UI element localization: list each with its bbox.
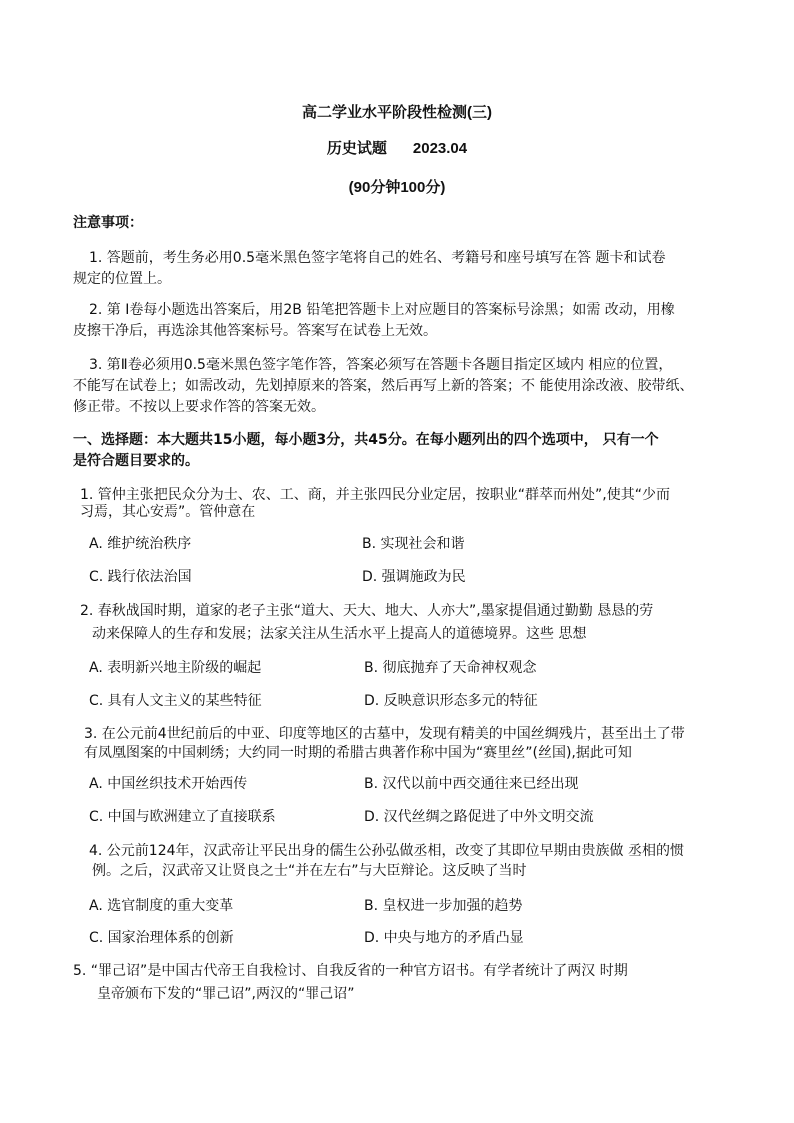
question-5-stem-line-1: 5. “罪己诏”是中国古代帝王自我检讨、自我反省的一种官方诏书。有学者统计了两汉 时期: [73, 963, 628, 979]
question-4-stem-line-1: 4. 公元前124年，汉武帝让平民出身的儒生公孙弘做丞相，改变了其即位早期由贵族做 丞相的惯: [89, 843, 684, 859]
question-3-option-c[interactable]: C. 中国与欧洲建立了直接联系: [89, 809, 276, 825]
section-heading-line-1: 一、选择题：本大题共15小题，每小题3分，共45分。在每小题列出的四个选项中， 只有一个: [73, 432, 659, 448]
section-heading-line-2: 是符合题目要求的。: [73, 453, 199, 469]
notice-item-1-line-2: 规定的位置上。: [73, 271, 171, 287]
question-4-option-a[interactable]: A. 选官制度的重大变革: [89, 898, 234, 914]
question-1-option-c[interactable]: C. 践行依法治国: [89, 569, 192, 585]
question-1-option-d[interactable]: D. 强调施政为民: [362, 569, 466, 585]
question-4-option-d[interactable]: D. 中央与地方的矛盾凸显: [364, 930, 524, 946]
question-4-stem-line-2: 例。之后，汉武帝又让贤良之士“并在左右”与大臣辩论。这反映了当时: [92, 863, 527, 879]
question-3-stem-line-1: 3. 在公元前4世纪前后的中亚、印度等地区的古墓中，发现有精美的中国丝绸残片，甚至出土了带: [84, 726, 685, 742]
notice-item-3-line-2: 不能写在试卷上；如需改动，先划掉原来的答案，然后再写上新的答案；不 能使用涂改液、胶带纸、: [73, 378, 694, 394]
notice-item-2-line-1: 2. 第 I卷每小题选出答案后，用2B 铅笔把答题卡上对应题目的答案标号涂黑；如需 改动，用橡: [89, 302, 675, 318]
question-2-stem-line-1: 2. 春秋战国时期，道家的老子主张“道大、天大、地大、人亦大”,墨家提倡通过勤勤 恳恳的劳: [80, 603, 654, 619]
notice-item-3-line-1: 3. 第Ⅱ卷必须用0.5毫米黑色签字笔作答，答案必须写在答题卡各题目指定区域内 相应的位置，: [89, 357, 673, 373]
question-5-stem-line-2: 皇帝颁布下发的“罪己诏”,两汉的“罪己诏”: [97, 986, 355, 1002]
question-2-option-a[interactable]: A. 表明新兴地主阶级的崛起: [89, 660, 262, 676]
question-2-stem-line-2: 动来保障人的生存和发展；法家关注从生活水平上提高人的道德境界。这些 思想: [92, 626, 587, 642]
notice-heading: 注意事项：: [73, 215, 143, 231]
exam-duration: (90分钟100分): [348, 179, 446, 196]
question-2-option-c[interactable]: C. 具有人文主义的某些特征: [89, 693, 262, 709]
question-1-option-a[interactable]: A. 维护统治秩序: [89, 536, 192, 552]
question-4-option-c[interactable]: C. 国家治理体系的创新: [89, 930, 234, 946]
notice-item-2-line-2: 皮擦干净后，再选涂其他答案标号。答案写在试卷上无效。: [73, 323, 437, 339]
question-2-option-b[interactable]: B. 彻底抛弃了天命神权观念: [364, 660, 537, 676]
question-1-stem-line-2: 习焉，其心安焉”。管仲意在: [80, 504, 256, 520]
question-3-stem-line-2: 有凤凰图案的中国刺绣；大约同一时期的希腊古典著作称中国为“赛里丝”(丝国),据此可知: [84, 745, 632, 761]
exam-date: 2023.04: [412, 140, 468, 157]
question-1-stem-line-1: 1. 管仲主张把民众分为士、农、工、商，并主张四民分业定居，按职业“群萃而州处”,使其“少而: [80, 487, 671, 503]
question-3-option-d[interactable]: D. 汉代丝绸之路促进了中外文明交流: [364, 809, 594, 825]
notice-item-3-line-3: 修正带。不按以上要求作答的答案无效。: [73, 399, 325, 415]
question-3-option-b[interactable]: B. 汉代以前中西交通往来已经出现: [364, 776, 579, 792]
question-1-option-b[interactable]: B. 实现社会和谐: [362, 536, 465, 552]
question-4-option-b[interactable]: B. 皇权进一步加强的趋势: [364, 898, 523, 914]
exam-title: 高二学业水平阶段性检测(三): [302, 104, 492, 121]
question-3-option-a[interactable]: A. 中国丝织技术开始西传: [89, 776, 248, 792]
question-2-option-d[interactable]: D. 反映意识形态多元的特征: [364, 693, 538, 709]
notice-item-1-line-1: 1. 答题前，考生务必用0.5毫米黑色签字笔将自己的姓名、考籍号和座号填写在答 题卡和试卷: [89, 250, 666, 266]
subject-label: 历史试题: [326, 140, 387, 157]
exam-subtitle: [0, 137, 794, 158]
